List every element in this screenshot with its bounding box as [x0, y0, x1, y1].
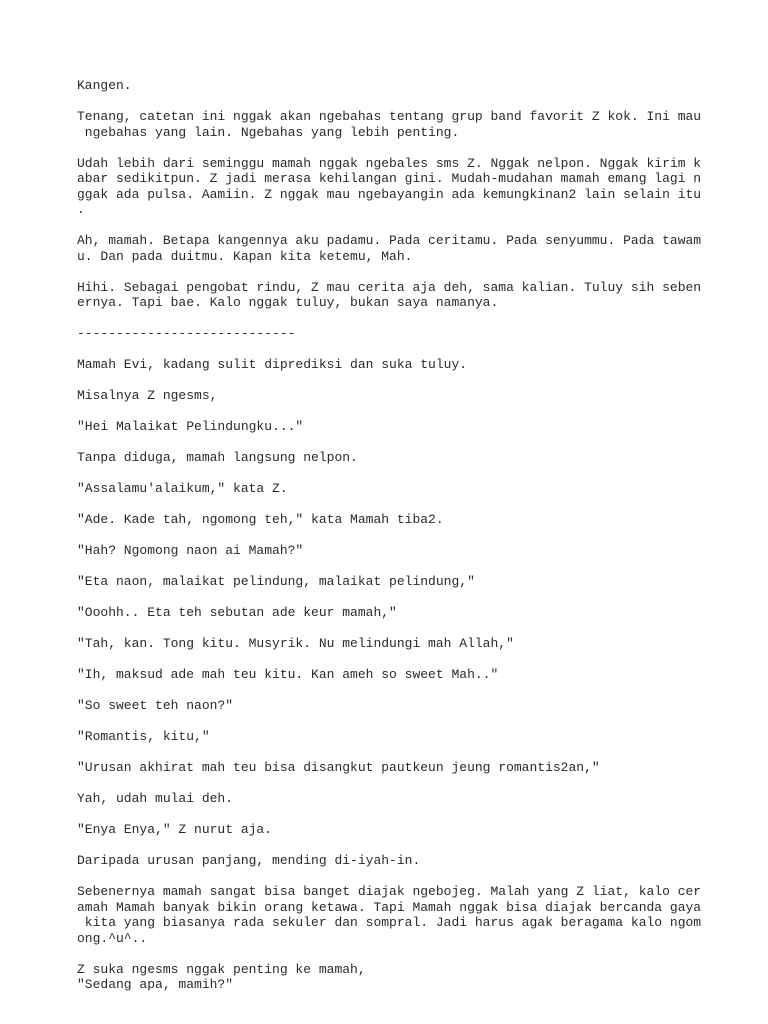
text-line: Mamah Evi, kadang sulit diprediksi dan suka tuluy.: [77, 357, 468, 372]
text-line: Daripada urusan panjang, mending di-iyah-in.: [77, 853, 421, 868]
text-line: "Sedang apa, mamih?": [77, 977, 234, 992]
text-line: "So sweet teh naon?": [77, 698, 234, 713]
paragraph: [77, 78, 697, 94]
text-line: Sebenernya mamah sangat bisa banget diajak ngebojeg. Malah yang Z liat, kalo cer: [77, 884, 702, 899]
text-line: Yah, udah mulai deh.: [77, 791, 234, 806]
paragraph: [77, 326, 697, 342]
paragraph: [77, 357, 697, 373]
text-line: u. Dan pada duitmu. Kapan kita ketemu, Mah.: [77, 248, 413, 264]
paragraph: [77, 853, 697, 869]
text-line: "Eta naon, malaikat pelindung, malaikat pelindung,": [77, 574, 475, 589]
text-line: "Enya Enya," Z nurut aja.: [77, 822, 273, 837]
text-line: Misalnya Z ngesms,: [77, 388, 218, 403]
text-line: ggak ada pulsa. Aamiin. Z nggak mau ngebayangin ada kemungkinan2 lain selain itu: [77, 186, 702, 202]
paragraph: [77, 450, 697, 466]
paragraph: [77, 388, 697, 404]
paragraph: [77, 279, 702, 311]
text-line: ----------------------------: [77, 326, 296, 341]
paragraph: [77, 791, 697, 807]
text-line: ngebahas yang lain. Ngebahas yang lebih penting.: [77, 124, 460, 140]
text-line: Tanpa diduga, mamah langsung nelpon.: [77, 450, 358, 465]
text-line: "Assalamu'alaikum," kata Z.: [77, 481, 288, 496]
paragraph: [77, 760, 697, 776]
text-line: .: [77, 202, 85, 217]
text-line: Ah, mamah. Betapa kangennya aku padamu. Pada ceritamu. Pada senyummu. Pada tawam: [77, 233, 702, 248]
paragraph: [77, 884, 702, 946]
text-line: "Ih, maksud ade mah teu kitu. Kan ameh so sweet Mah..": [77, 667, 499, 682]
paragraph: [77, 605, 697, 621]
text-line: "Romantis, kitu,": [77, 729, 210, 744]
paragraph: [77, 729, 697, 745]
text-line: "Urusan akhirat mah teu bisa disangkut pautkeun jeung romantis2an,": [77, 760, 600, 775]
paragraph: [77, 543, 697, 559]
text-line: ernya. Tapi bae. Kalo nggak tuluy, bukan saya namanya.: [77, 295, 499, 310]
paragraph: [77, 109, 702, 140]
text-line: "Ade. Kade tah, ngomong teh," kata Mamah tiba2.: [77, 512, 444, 527]
paragraph: [77, 233, 702, 264]
text-line: amah Mamah banyak bikin orang ketawa. Tapi Mamah nggak bisa diajak bercanda gaya: [77, 899, 702, 915]
text-line: "Hei Malaikat Pelindungku...": [77, 419, 304, 434]
paragraph: [77, 512, 697, 528]
text-line: "Tah, kan. Tong kitu. Musyrik. Nu melindungi mah Allah,": [77, 636, 514, 651]
text-line: Hihi. Sebagai pengobat rindu, Z mau cerita aja deh, sama kalian. Tuluy sih seben: [77, 279, 702, 295]
paragraph: [77, 636, 697, 652]
paragraph: [77, 667, 697, 683]
document-body: [77, 78, 702, 1008]
text-line: Z suka ngesms nggak penting ke mamah,: [77, 961, 366, 977]
text-line: kita yang biasanya rada sekuler dan sompral. Jadi harus agak beragama kalo ngom: [77, 915, 702, 930]
paragraph: [77, 822, 697, 838]
paragraph: [77, 155, 702, 218]
paragraph: [77, 481, 697, 497]
text-line: Kangen.: [77, 78, 132, 93]
paragraph: [77, 698, 697, 714]
text-line: abar sedikitpun. Z jadi merasa kehilangan gini. Mudah-mudahan mamah emang lagi n: [77, 171, 702, 186]
paragraph: [77, 419, 697, 435]
text-line: "Hah? Ngomong naon ai Mamah?": [77, 543, 304, 558]
text-line: "Ooohh.. Eta teh sebutan ade keur mamah,": [77, 605, 397, 620]
text-line: Udah lebih dari seminggu mamah nggak ngebales sms Z. Nggak nelpon. Nggak kirim k: [77, 155, 702, 171]
paragraph: [77, 962, 697, 993]
text-line: ong.^u^..: [77, 930, 148, 946]
text-line: Tenang, catetan ini nggak akan ngebahas tentang grup band favorit Z kok. Ini mau: [77, 109, 702, 124]
paragraph: [77, 574, 697, 590]
